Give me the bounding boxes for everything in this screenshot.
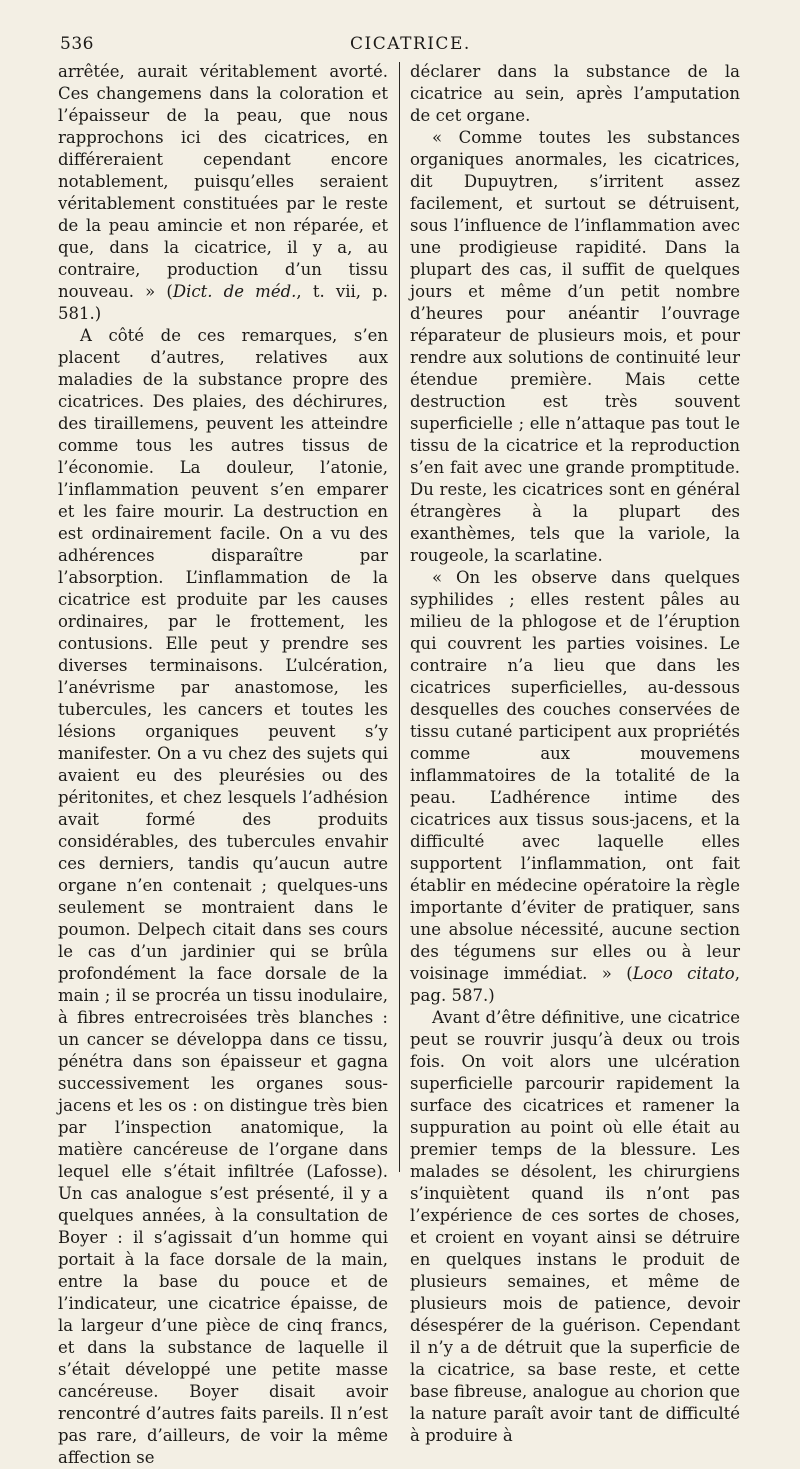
- left-column: [58, 61, 388, 1469]
- left-paragraph-1: [58, 61, 388, 325]
- right-column: [410, 61, 740, 1447]
- column-divider: [399, 62, 400, 1172]
- right-paragraph-3: [410, 567, 740, 1007]
- right-paragraph-2: « Comme toutes les substances organiques anormales, les cicatrices, dit Dupuytren, s’irritent assez facilement, et surtout se détruisent, sous l’influence de l’inflammation avec une prodigieuse rapidité. Dans la plupart des cas, il suffit de quelques jours et même d’un petit nombre d’heures pour anéantir l’ouvrage réparateur de plusieurs mois, et pour rendre aux solutions de continuité leur étendue première. Mais cette destruction est très souvent superficielle ; elle n’attaque pas tout le tissu de la cicatrice et la reproduction s’en fait avec une grande promptitude. Du reste, les cicatrices sont en général étrangères à la plupart des exanthèmes, tels que la variole, la rougeole, la scarlatine.: [410, 128, 740, 565]
- page-header: [60, 34, 760, 58]
- right-paragraph-1: déclarer dans la substance de la cicatrice au sein, après l’amputation de cet organe.: [410, 62, 740, 125]
- paragraph-text-tail: , pag. 587.): [410, 964, 740, 1005]
- paragraph-text: arrêtée, aurait véritablement avorté. Ces changemens dans la coloration et l’épaisseur de la peau, que nous rapprochons ici des cicatrices, en différeraient cependant encore notablement, puisqu’elles seraient véritablement constituées par le reste de la peau amincie et non réparée, et que, dans la cicatrice, il y a, au contraire, production d’un tissu nouveau. » (: [58, 62, 388, 301]
- page-number: 536: [60, 34, 94, 54]
- citation-italic: Loco citato: [632, 964, 735, 983]
- running-title: CICATRICE.: [350, 34, 471, 54]
- paragraph-text: « On les observe dans quelques syphilides ; elles restent pâles au milieu de la phlogose et de l’éruption qui couvrent les parties voisines. Le contraire n’a lieu que dans les cicatrices superficielles, au-dessous desquelles des couches conservées de tissu cutané participent aux propriétés comme aux mouvemens inflammatoires de la totalité de la peau. L’adhérence intime des cicatrices aux tissus sous-jacens, et la difficulté avec laquelle elles supportent l’inflammation, ont fait établir en médecine opératoire la règle importante d’éviter de pratiquer, sans une absolue nécessité, aucune section des tégumens sur elles ou à leur voisinage immédiat. » (: [410, 568, 740, 983]
- citation-italic: Dict. de méd.: [172, 282, 297, 301]
- right-paragraph-4: Avant d’être définitive, une cicatrice peut se rouvrir jusqu’à deux ou trois fois. On voit alors une ulcération superficielle parcourir rapidement la surface des cicatrices et ramener la suppuration au point où elle était au premier temps de la blessure. Les malades se désolent, les chirurgiens s’inquiètent quand ils n’ont pas l’expérience de ces sortes de choses, et croient en voyant ainsi se détruire en quelques instans le produit de plusieurs semaines, et même de plusieurs mois de patience, devoir désespérer de la guérison. Cependant il n’y a de détruit que la superficie de la cicatrice, sa base reste, et cette base fibreuse, analogue au chorion que la nature paraît avoir tant de difficulté à produire à: [410, 1008, 740, 1445]
- paragraph-text-tail: , t. vii, p. 581.): [58, 282, 388, 323]
- left-paragraph-2: A côté de ces remarques, s’en placent d’autres, relatives aux maladies de la substance propre des cicatrices. Des plaies, des déchirures, des tiraillemens, peuvent les atteindre comme tous les autres tissus de l’économie. La douleur, l’atonie, l’inflammation peuvent s’en emparer et les faire mourir. La destruction en est ordinairement facile. On a vu des adhérences disparaître par l’absorption. L’inflammation de la cicatrice est produite par les causes ordinaires, par le frottement, les contusions. Elle peut y prendre ses diverses terminaisons. L’ulcération, l’anévrisme par anastomose, les tubercules, les cancers et toutes les lésions organiques peuvent s’y manifester. On a vu chez des sujets qui avaient eu des pleurésies ou des péritonites, et chez lesquels l’adhésion avait formé des produits considérables, des tubercules envahir ces derniers, tandis qu’aucun autre organe n’en contenait ; quelques-uns seulement se montraient dans le poumon. Delpech citait dans ses cours le cas d’un jardinier qui se brûla profondément la face dorsale de la main ; il se procréa un tissu inodulaire, à fibres entrecroisées très blanches : un cancer se développa dans ce tissu, pénétra dans son épaisseur et gagna successivement les organes sous-jacens et les os : on distingue très bien par l’inspection anatomique, la matière cancéreuse de l’organe dans lequel elle s’était infiltrée (Lafosse). Un cas analogue s’est présenté, il y a quelques années, à la consultation de Boyer : il s’agissait d’un homme qui portait à la face dorsale de la main, entre la base du pouce et de l’indicateur, une cicatrice épaisse, de la largeur d’une pièce de cinq francs, et dans la substance de laquelle il s’était développé une petite masse cancéreuse. Boyer disait avoir rencontré d’autres faits pareils. Il n’est pas rare, d’ailleurs, de voir la même affection se: [58, 326, 388, 1467]
